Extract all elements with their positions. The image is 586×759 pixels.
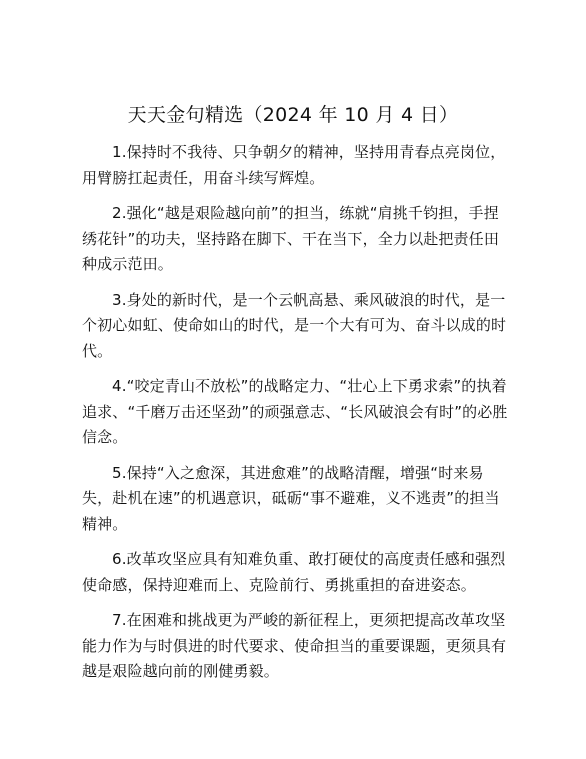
page-title: 天天金句精选（2024 年 10 月 4 日） — [127, 104, 459, 126]
quote-paragraph-1: 1.保持时不我待、只争朝夕的精神，坚持用青春点亮岗位，用臂膀扛起责任，用奋斗续写辉煌。 — [82, 143, 506, 187]
quote-paragraph-5: 5.保持“入之愈深，其进愈难”的战略清醒，增强“时来易失，赴机在速”的机遇意识，砥砺“事不避难，义不逃责”的担当精神。 — [82, 463, 500, 533]
quote-paragraph-7: 7.在困难和挑战更为严峻的新征程上，更须把提高改革攻坚能力作为与时俱进的时代要求、使命担当的重要课题，更须具有越是艰险越向前的刚健勇毅。 — [82, 611, 507, 680]
quote-paragraph-2: 2.强化“越是艰险越向前”的担当，练就“肩挑千钧担，手捏绣花针”的功夫，坚持路在脚下、干在当下，全力以赴把责任田种成示范田。 — [82, 204, 499, 273]
quote-paragraph-6: 6.改革攻坚应具有知难负重、敢打硬仗的高度责任感和强烈使命感，保持迎难而上、克险前行、勇挑重担的奋进姿态。 — [82, 550, 506, 594]
quote-paragraph-3: 3.身处的新时代，是一个云帆高悬、乘风破浪的时代，是一个初心如虹、使命如山的时代，是一个大有可为、奋斗以成的时代。 — [82, 290, 507, 360]
quote-list — [82, 140, 512, 695]
quote-paragraph-4: 4.“咬定青山不放松”的战略定力、“壮心上下勇求索”的执着追求、“千磨万击还坚劲”的顽强意志、“长风破浪会有时”的必胜信念。 — [82, 377, 508, 446]
